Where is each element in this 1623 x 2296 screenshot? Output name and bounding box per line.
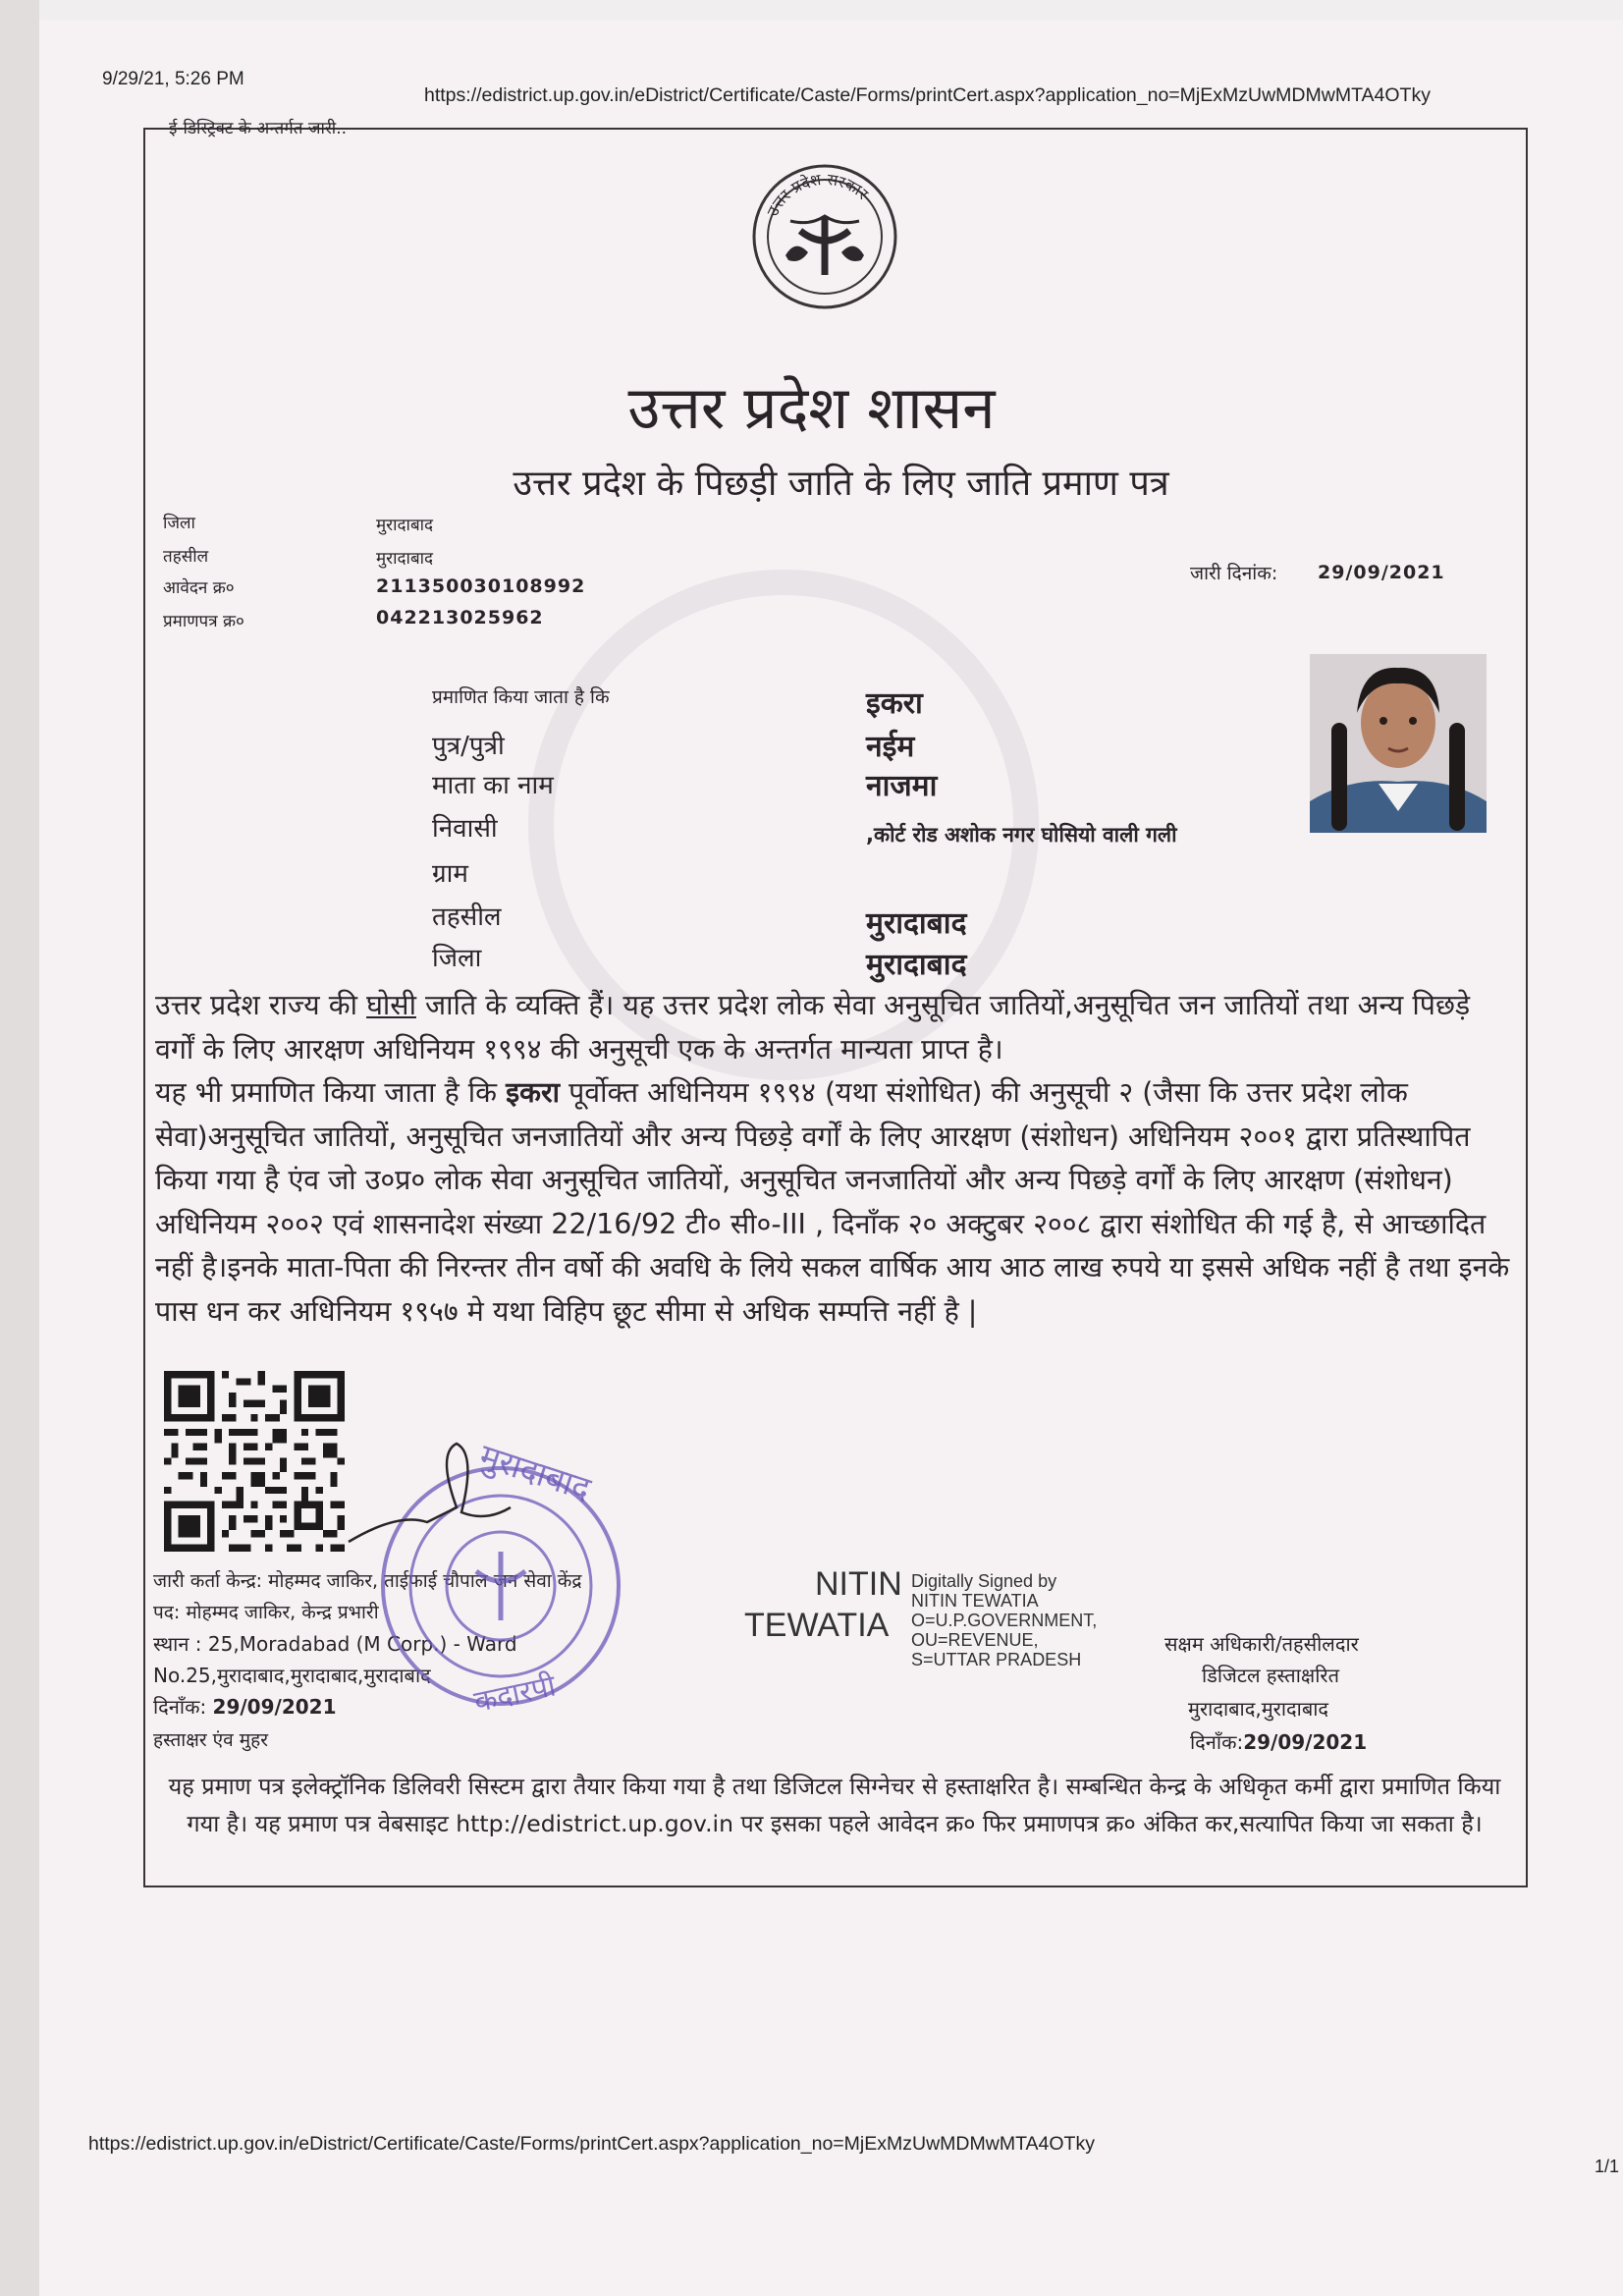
- detail-label-district: जिला: [432, 944, 482, 973]
- tehsil-value: मुरादाबाद: [866, 906, 967, 941]
- ds-name-2: TEWATIA: [744, 1607, 890, 1644]
- detail-label-resident: निवासी: [432, 814, 498, 844]
- ds-name-1: NITIN: [815, 1565, 902, 1603]
- issuer-post: पद: मोहम्मद जाकिर, केन्द्र प्रभारी: [153, 1602, 379, 1623]
- ds-line-1: Digitally Signed by: [911, 1571, 1057, 1591]
- certificate-subtitle: उत्तर प्रदेश के पिछड़ी जाति के लिए जाति प्रमाण पत्र: [513, 464, 1169, 504]
- authority-date: 29/09/2021: [1243, 1730, 1368, 1754]
- authority-digital-signed: डिजिटल हस्ताक्षरित: [1202, 1664, 1339, 1687]
- para2-start: यह भी प्रमाणित किया जाता है कि: [155, 1076, 507, 1109]
- para1-end: जाति के व्यक्ति हैं। यह उत्तर प्रदेश लोक सेवा अनुसूचित जातियों,अनुसूचित जन जातियों तथा अन्य पिछड़े वर्गों के लिए आरक्षण अधिनियम १९९४ की अनुसूची एक के अन्तर्गत मान्यता प्राप्त है।: [155, 989, 1471, 1066]
- father-name: नईम: [866, 730, 915, 764]
- ds-line-2: NITIN TEWATIA: [911, 1591, 1039, 1611]
- detail-label-son-daughter: पुत्र/पुत्री: [432, 732, 505, 761]
- certificate-body: [155, 984, 1510, 1334]
- district-value: मुरादाबाद: [866, 948, 967, 982]
- ds-line-3: O=U.P.GOVERNMENT,: [911, 1611, 1098, 1630]
- caste-name: घोसी: [366, 989, 416, 1021]
- issuer-location-cont: No.25,मुरादाबाद,मुरादाबाद,मुरादाबाद: [153, 1664, 431, 1687]
- issuer-center: जारी कर्ता केन्द्र: मोहम्मद जाकिर, ताईफाई चौपाल जन सेवा केंद्र: [153, 1570, 582, 1592]
- issued-under-note: ई-डिस्ट्रिक्ट के अन्तर्गत जारी..: [169, 119, 348, 138]
- qr-code: [159, 1371, 350, 1552]
- mother-name: नाजमा: [866, 769, 938, 803]
- para2-applicant-name: इकरा: [506, 1076, 561, 1109]
- meta-label-tehsil: तहसील: [163, 547, 209, 567]
- stamp-text-bottom: कदारपी: [470, 1668, 560, 1721]
- authority-date-label: दिनाँक:: [1190, 1730, 1244, 1754]
- meta-value-district: मुरादाबाद: [376, 516, 434, 535]
- meta-label-certificate-no: प्रमाणपत्र क्र०: [163, 612, 244, 631]
- detail-label-village: ग्राम: [432, 859, 468, 889]
- scan-edge: [0, 0, 39, 2296]
- stamp-text-top: मुरादाबाद: [474, 1436, 596, 1509]
- issuer-date: 29/09/2021: [212, 1695, 337, 1719]
- issue-date: 29/09/2021: [1318, 562, 1445, 583]
- detail-label-tehsil: तहसील: [432, 902, 502, 932]
- application-number: 211350030108992: [376, 575, 586, 597]
- ds-line-5: S=UTTAR PRADESH: [911, 1650, 1082, 1669]
- issuer-sign-note: हस्ताक्षर एंव मुहर: [153, 1729, 268, 1751]
- print-footer-url: https://edistrict.up.gov.in/eDistrict/Certificate/Caste/Forms/printCert.aspx?application_no=MjExMzUwMDMwMTA4OTky: [88, 2133, 1095, 2155]
- print-timestamp: 9/29/21, 5:26 PM: [102, 69, 244, 89]
- paragraph-caste: [155, 984, 1510, 1071]
- issuer-date-row: [153, 1693, 336, 1720]
- paragraph-declaration: [155, 1071, 1510, 1334]
- para2-end: पूर्वोक्त अधिनियम १९९४ (यथा संशोधित) की अनुसूची २ (जैसा कि उत्तर प्रदेश लोक सेवा)अनुसूचित जातियों, अनुसूचित जनजातियों और अन्य पिछड़े वर्गों के लिए आरक्षण (संशोधन) अधिनियम २००१ द्वारा प्रतिस्थापित किया गया है एंव जो उ०प्र० लोक सेवा अनुसूचित जातियों, अनुसूचित जनजातियों और अन्य पिछड़े वर्गों के लिए आरक्षण (संशोधन) अधिनियम २००२ एवं शासनादेश संख्या 22/16/92 टी० सी०-III , दिनाँक २० अक्टुबर २००८ द्वारा संशोधित की गई है, से आच्छादित नहीं है।इनके माता-पिता की निरन्तर तीन वर्षो की अवधि के लिये सकल वार्षिक आय आठ लाख रुपये या इससे अधिक नहीं है तथा इनके पास धन कर अधिनियम १९५७ मे यथा विहिप छूट सीमा से अधिक सम्पत्ति नहीं है |: [155, 1076, 1510, 1328]
- print-page-number: 1/1: [1595, 2157, 1620, 2176]
- ds-details: [911, 1571, 1097, 1669]
- issue-date-label: जारी दिनांक:: [1190, 563, 1278, 584]
- meta-label-application-no: आवेदन क्र०: [163, 578, 235, 598]
- ds-line-4: OU=REVENUE,: [911, 1630, 1039, 1650]
- certificate-title: उत्तर प्रदेश शासन: [627, 374, 996, 443]
- resident-address: ,कोर्ट रोड अशोक नगर घोसियो वाली गली: [866, 823, 1177, 847]
- issuer-location: स्थान : 25,Moradabad (M Corp.) - Ward: [153, 1632, 517, 1656]
- meta-value-tehsil: मुरादाबाद: [376, 549, 434, 569]
- detail-label-certified: प्रमाणित किया जाता है कि: [432, 686, 610, 708]
- print-url: https://edistrict.up.gov.in/eDistrict/Certificate/Caste/Forms/printCert.aspx?application_no=MjExMzUwMDMwMTA4OTky: [424, 84, 1431, 106]
- applicant-name: इकरा: [866, 686, 923, 721]
- issuer-date-label: दिनाँक:: [153, 1695, 207, 1719]
- authority-title: सक्षम अधिकारी/तहसीलदार: [1164, 1632, 1359, 1656]
- authority-location: मुरादाबाद,मुरादाबाद: [1188, 1697, 1329, 1721]
- footer-note: यह प्रमाण पत्र इलेक्ट्रॉनिक डिलिवरी सिस्टम द्वारा तैयार किया गया है तथा डिजिटल सिग्नेचर से हस्ताक्षरित है। सम्बन्धित केन्द्र के अधिकृत कर्मी द्वारा प्रमाणित किया गया है। यह प्रमाण पत्र वेबसाइट http://edistrict.up.gov.in पर इसका पहले आवेदन क्र० फिर प्रमाणपत्र क्र० अंकित कर,सत्यापित किया जा सकता है।: [168, 1773, 1501, 1837]
- official-stamp: [339, 1414, 663, 1738]
- up-government-emblem: [751, 162, 898, 311]
- detail-label-mother: माता का नाम: [432, 771, 554, 800]
- certificate-number: 042213025962: [376, 607, 544, 629]
- meta-label-district: जिला: [163, 514, 195, 533]
- applicant-photo: [1310, 654, 1487, 833]
- authority-date-row: [1190, 1728, 1367, 1755]
- svg-text:उत्तर प्रदेश सरकार: उत्तर प्रदेश सरकार: [763, 169, 873, 220]
- para1-start: उत्तर प्रदेश राज्य की: [155, 989, 367, 1021]
